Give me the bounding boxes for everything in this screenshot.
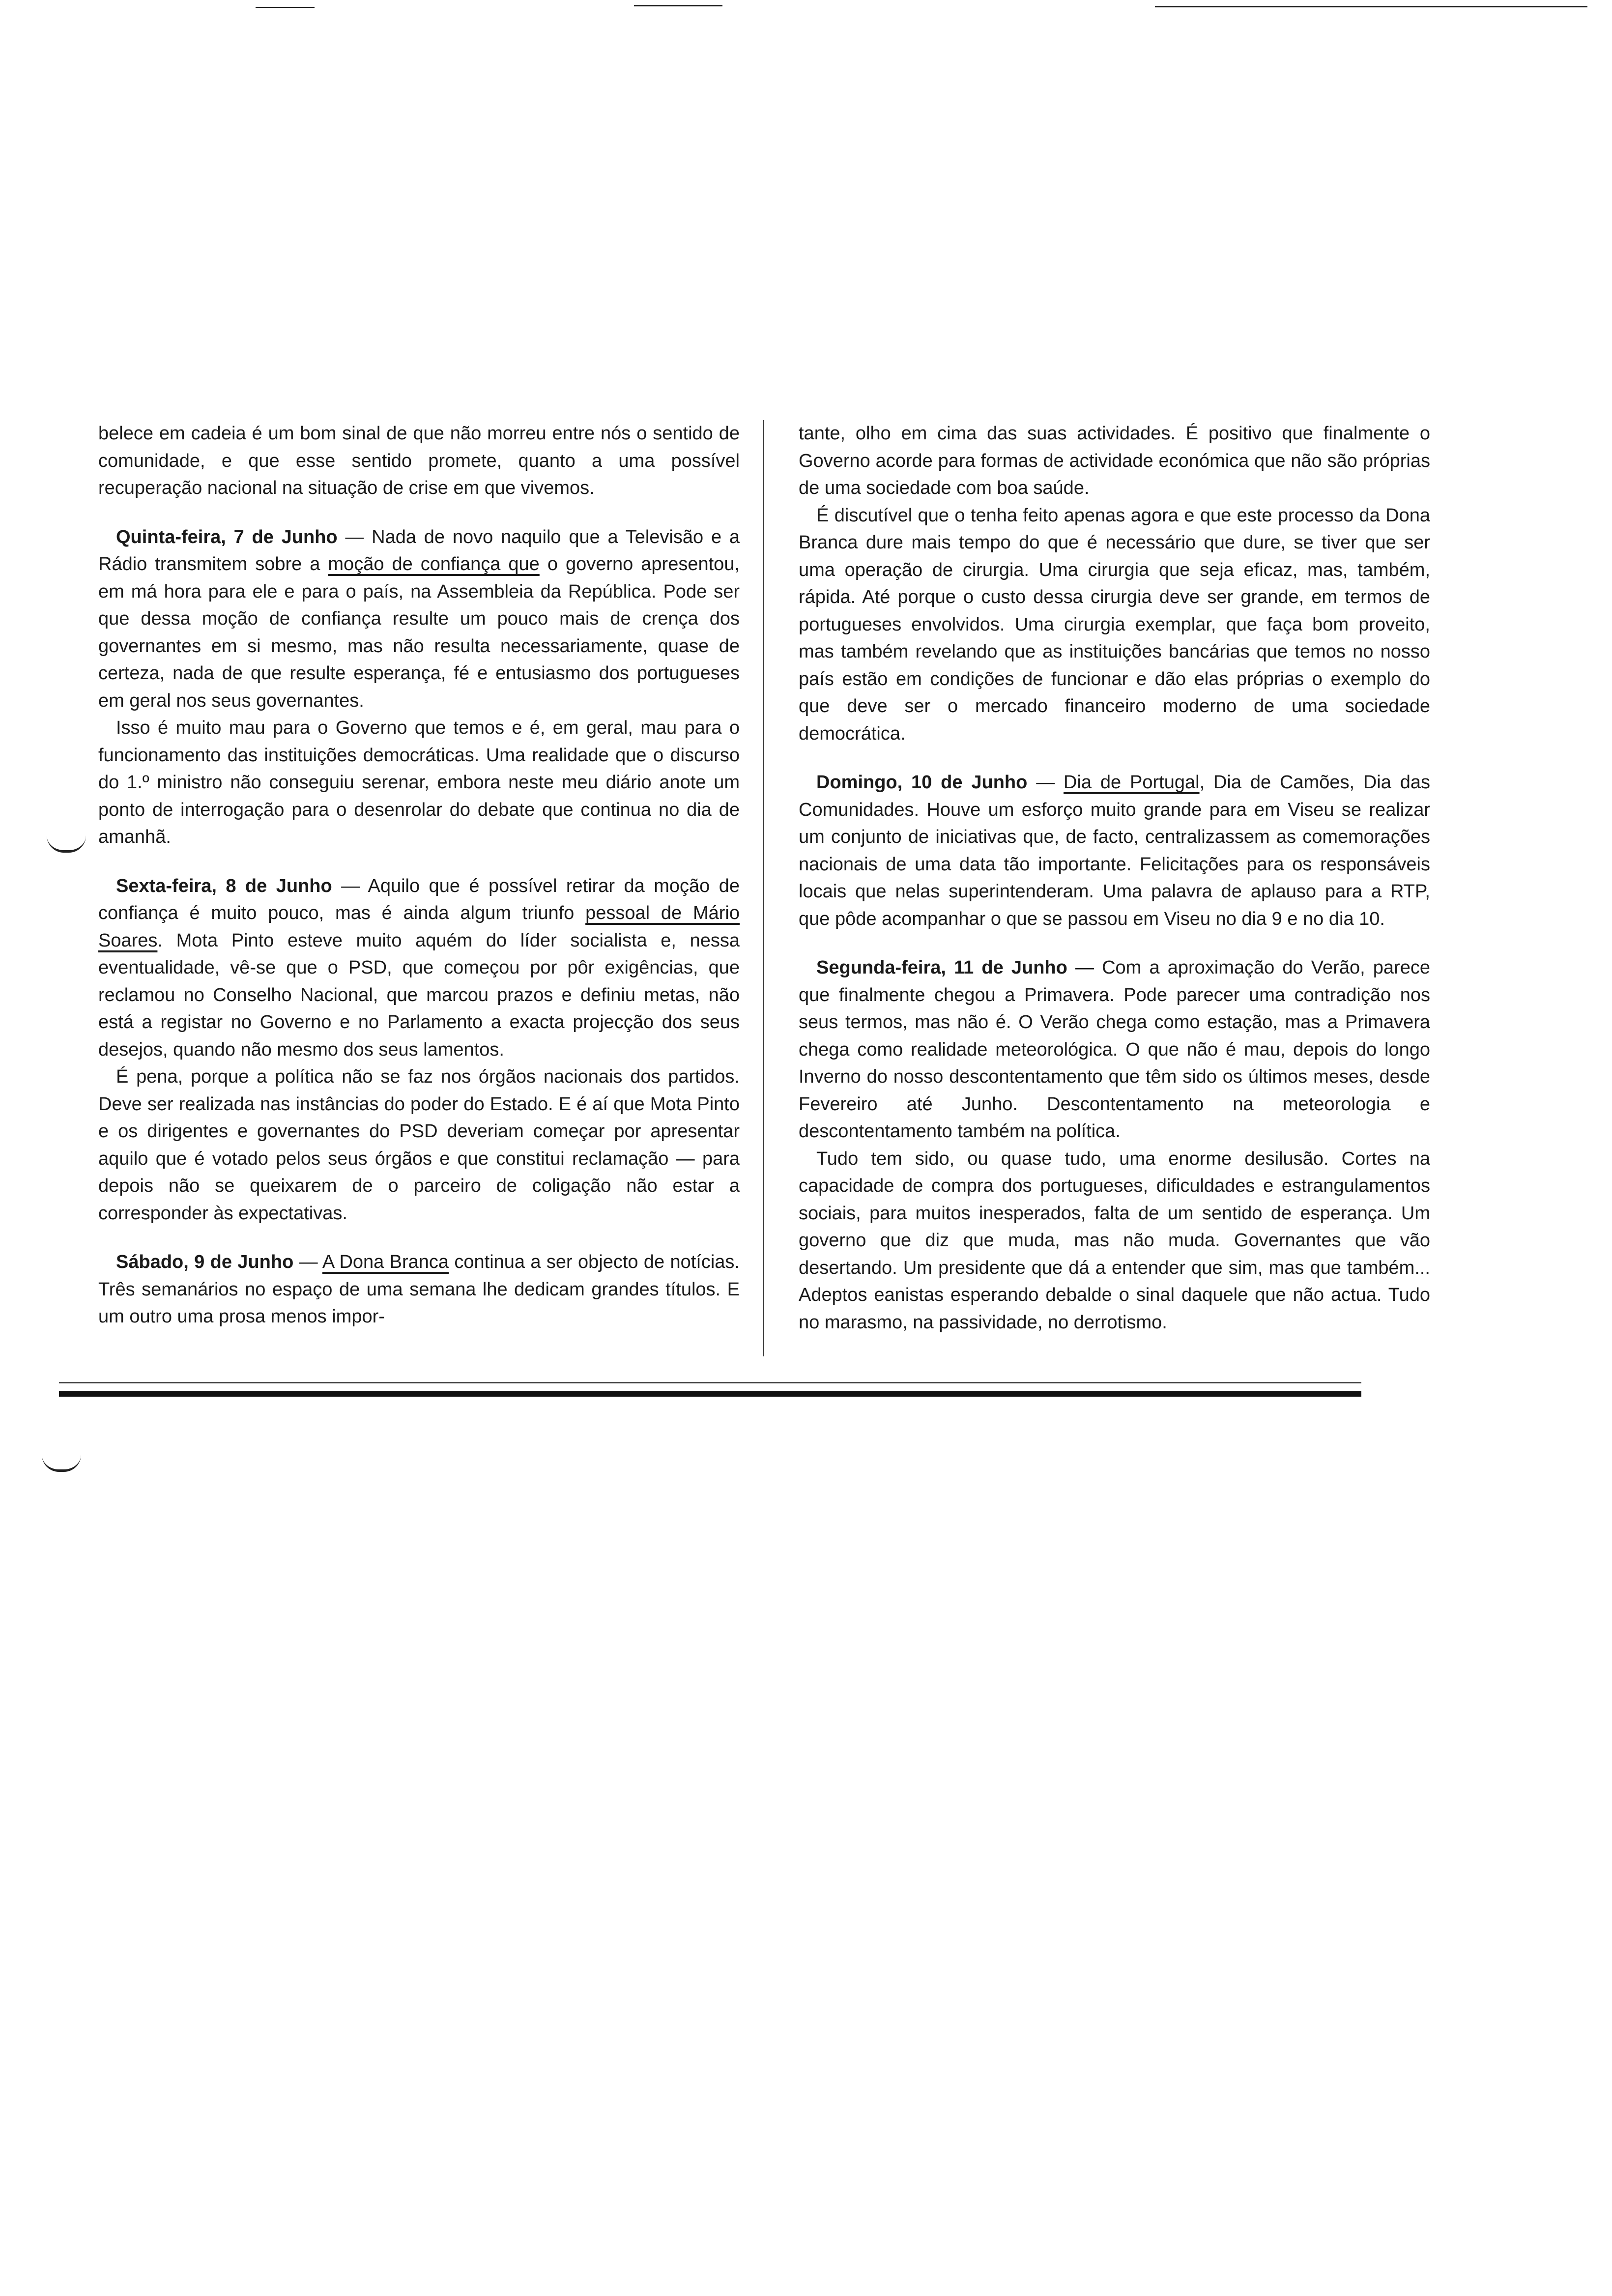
column-divider (763, 420, 764, 1356)
left-column (98, 420, 740, 1331)
left-para-2: Isso é muito mau para o Governo que temos e é, em geral, mau para o funcionamento das instituições democráticas. Uma realidade que o discurso do 1.º ministro não conseguiu serenar, embora neste meu diário anote um ponto de interrogação para o desenrolar do debate que continua no dia de amanhã. (98, 718, 740, 847)
underlined-phrase: A Dona Branca (322, 1252, 449, 1272)
diary-entry-thursday: Quinta-feira, 7 de Junho — Nada de novo naquilo que a Televisão e a Rádio transmitem sobre a moção de confiança que o governo apresentou, em má hora para ele e para o país, na Assembleia da República. Pode ser que dessa moção de confiança resulte um pouco mais de crença dos governantes em si mesmo, mas não resulta necessariamente, quase de certeza, nada de que resulte esperança, fé e entusiasmo dos portugueses em geral nos seus governantes. (98, 526, 740, 711)
entry-text: Com a aproximação do Verão, parece que finalmente chegou a Primavera. Pode parecer uma contradição nos seus termos, mas não é. O Verão chega como estação, mas a Primavera chega como realidade meteorológica. O que não é mau, depois do longo Inverno do nosso descontentamento que têm sido os últimos meses, desde Fevereiro até Junho. Descontentamento na meteorologia e descontentamento também na política. (799, 957, 1430, 1142)
underlined-phrase: moção de confiança que (328, 554, 540, 574)
diary-entry-saturday: Sábado, 9 de Junho — A Dona Branca continua a ser objecto de notícias. Três semanários no espaço de uma semana lhe dedicam grandes títulos. E um outro uma prosa menos impor- (98, 1252, 740, 1327)
left-para-4: É pena, porque a política não se faz nos órgãos nacionais dos partidos. Deve ser realizada nas instâncias do poder do Estado. E é aí que Mota Pinto e os dirigentes e governantes do PSD deveriam começar por apresentar aquilo que é votado pelos seus órgãos e que constitui reclamação — para depois não se queixarem de o parceiro de coligação não estar a corresponder às expectativas. (98, 1066, 740, 1224)
diary-entry-monday: Segunda-feira, 11 de Junho — Com a aproximação do Verão, parece que finalmente chegou a Primavera. Pode parecer uma contradição nos seus termos, mas não é. O Verão chega como estação, mas a Primavera chega como realidade meteorológica. O que não é mau, depois do longo Inverno do nosso descontentamento que têm sido os últimos meses, desde Fevereiro até Junho. Descontentamento na meteorologia e descontentamento também na política. (799, 957, 1430, 1142)
margin-curl-mark (47, 835, 86, 853)
entry-text: Nada de novo naquilo que a Televisão e a Rádio transmitem sobre a (98, 526, 740, 574)
entry-text: . Mota Pinto esteve muito aquém do líder socialista e, nessa eventualidade, vê-se que o PSD, que começou por pôr exigências, que reclamou no Conselho Nacional, que marcou prazos e definiu metas, não está a registar no Governo e no Parlamento a exacta projecção dos seus desejos, quando não mesmo dos seus lamentos. (98, 930, 740, 1060)
diary-entry-friday: Sexta-feira, 8 de Junho — Aquilo que é possível retirar da moção de confiança é muito pouco, mas é ainda algum triunfo pessoal de Mário Soares. Mota Pinto esteve muito aquém do líder socialista e, nessa eventualidade, vê-se que o PSD, que começou por pôr exigências, que reclamou no Conselho Nacional, que marcou prazos e definiu metas, não está a registar no Governo e no Parlamento a exacta projecção dos seus desejos, quando não mesmo dos seus lamentos. (98, 875, 740, 1060)
entry-text: continua a ser objecto de notícias. Três semanários no espaço de uma semana lhe dedicam grandes títulos. E um outro uma prosa menos impor- (98, 1252, 740, 1327)
right-para-0: tante, olho em cima das suas actividades. É positivo que finalmente o Governo acorde para formas de actividade económica que não são próprias de uma sociedade com boa saúde. (799, 423, 1430, 498)
underlined-phrase: Dia de Portugal (1064, 772, 1200, 793)
right-para-4: Tudo tem sido, ou quase tudo, uma enorme desilusão. Cortes na capacidade de compra dos portugueses, dificuldades e estrangulamentos sociais, para muitos inesperados, falta de um sentido de esperança. Um governo que diz que muda, mas não muda. Governantes que vão desertando. Um presidente que dá a entender que sim, mas que também... Adeptos eanistas esperando debalde o sinal daquele que não actua. Tudo no marasmo, na passividade, no derrotismo. (799, 1148, 1430, 1333)
entry-text: Aquilo que é possível retirar da moção de confiança é muito pouco, mas é ainda algum triunfo (98, 875, 740, 923)
diary-entry-sunday: Domingo, 10 de Junho — Dia de Portugal, Dia de Camões, Dia das Comunidades. Houve um esforço muito grande para em Viseu se realizar um conjunto de iniciativas que, de facto, centralizassem as comemorações nacionais de uma data tão importante. Felicitações para os responsáveis locais que nelas superintenderam. Uma palavra de aplauso para a RTP, que pôde acompanhar o que se passou em Viseu no dia 9 e no dia 10. (799, 772, 1431, 929)
right-column (799, 420, 1430, 1336)
scan-artifact-top (634, 5, 722, 6)
left-para-0: belece em cadeia é um bom sinal de que não morreu entre nós o sentido de comunidade, e que esse sentido promete, quanto a uma possível recuperação nacional na situação de crise em que vivemos. (98, 423, 740, 498)
underlined-phrase: pessoal de Mário Soares (98, 903, 740, 951)
right-para-1: É discutível que o tenha feito apenas agora e que este processo da Dona Branca dure mais tempo do que é necessário que dure, se tiver que ser uma operação de cirurgia. Uma cirurgia que seja eficaz, mas, também, rápida. Até porque o custo dessa cirurgia deve ser grande, em termos de portugueses envolvidos. Uma cirurgia exemplar, que faça bom proveito, mas também revelando que as instituições bancárias que temos no nosso país estão em condições de funcionar e dão elas próprias o exemplo do que deve ser o mercado financeiro moderno de uma sociedade democrática. (799, 505, 1430, 744)
entry-date: Sábado, 9 de Junho (116, 1252, 294, 1272)
entry-date: Segunda-feira, 11 de Junho (816, 957, 1067, 978)
entry-text: , Dia de Camões, Dia das Comunidades. Houve um esforço muito grande para em Viseu se realizar um conjunto de iniciativas que, de facto, centralizassem as comemorações nacionais de uma data tão importante. Felicitações para os responsáveis locais que nelas superintenderam. Uma palavra de aplauso para a RTP, que pôde acompanhar o que se passou em Viseu no dia 9 e no dia 10. (799, 772, 1431, 929)
scan-artifact-top (1155, 6, 1587, 7)
entry-text: o governo apresentou, em má hora para ele e para o país, na Assembleia da República. Pode ser que dessa moção de confiança resulte um pouco mais de crença dos governantes em si mesmo, mas não resulta necessariamente, quase de certeza, nada de que resulte esperança, fé e entusiasmo dos portugueses em geral nos seus governantes. (98, 554, 740, 711)
margin-curl-mark (42, 1455, 81, 1472)
entry-date: Quinta-feira, 7 de Junho (116, 526, 338, 547)
entry-date: Domingo, 10 de Junho (816, 772, 1028, 793)
entry-date: Sexta-feira, 8 de Junho (116, 875, 332, 896)
bottom-rule (59, 1391, 1361, 1397)
bottom-rule-thin (59, 1382, 1361, 1383)
scan-artifact-top (256, 7, 315, 8)
